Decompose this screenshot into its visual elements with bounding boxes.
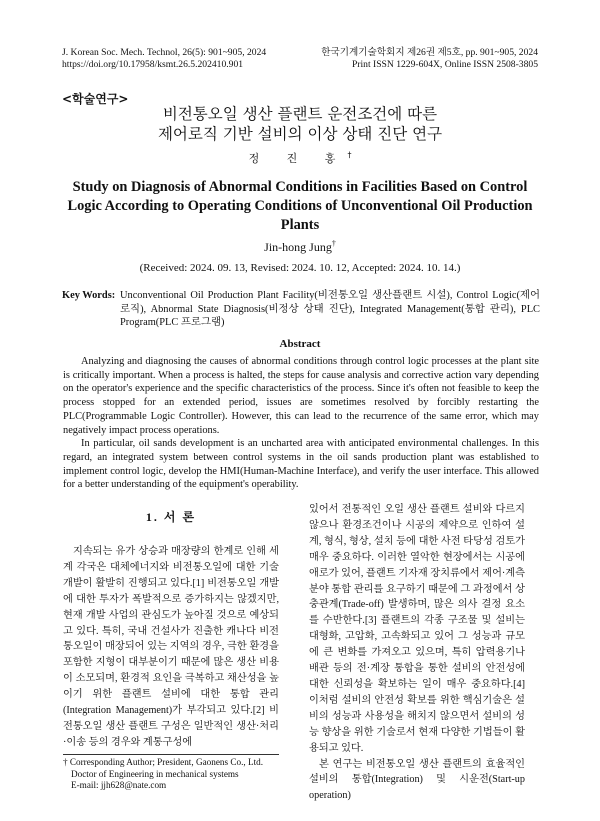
section-tag: <학술연구> bbox=[62, 92, 129, 106]
korean-title-line1: 비전통오일 생산 플랜트 운전조건에 따른 bbox=[162, 105, 438, 123]
korean-author bbox=[0, 150, 600, 166]
korean-title bbox=[0, 104, 600, 144]
footnote-line: † Corresponding Author; President, Gaonens Co., Ltd. bbox=[63, 757, 264, 767]
body-column-left bbox=[63, 544, 279, 751]
footnote-divider bbox=[63, 754, 279, 755]
body-paragraph: 본 연구는 비전통오일 생산 플랜트의 효율적인 설비의 통합(Integration) 및 시운전(Start-up operation) bbox=[309, 758, 525, 802]
corresponding-author-footnote bbox=[63, 757, 283, 792]
english-author-mark: † bbox=[331, 239, 336, 248]
issn-line: Print ISSN 1229-604X, Online ISSN 2508-3805 bbox=[351, 59, 538, 70]
english-author-name: Jin-hong Jung bbox=[264, 240, 332, 254]
doi-link[interactable]: https://doi.org/10.17958/ksmt.26.5.202410.901 bbox=[62, 59, 244, 70]
abstract-paragraph: Analyzing and diagnosing the causes of abnormal conditions through control logic processes at the plant site is critically important. When a process is halted, the steps for cause analysis and corrective action vary depending on the operator's experience and the specific characteristics of the process. Since it's often not feasible to keep the process stopped for an extended period, issues are sometimes resolved by forcibly restarting the PLC(Programmable Logic Controller). However, this can lead to the recurrence of the same error, which may negatively impact process operations. bbox=[63, 356, 539, 436]
footnote-line: Doctor of Engineering in mechanical systems bbox=[71, 768, 239, 779]
keywords-text: Unconventional Oil Production Plant Facility(비전통오일 생산플랜트 시설), Control Logic(제어 로직), Abnormal State Diagnosis(비정상 상태 진단), Integrated Management(통합 관리), PLC Program(PLC 프로그램) bbox=[120, 290, 540, 328]
journal-header-right bbox=[321, 47, 538, 71]
keywords-label: Key Words: bbox=[62, 290, 116, 301]
body-paragraph: 지속되는 유가 상승과 매장량의 한계로 인해 세계 각국은 대체에너지와 비전통오일에 대한 기술 개발이 활발히 진행되고 있다.[1] 비전통오일 개발에 대한 투자가 폭발적으로 증가하지는 않겠지만, 현재 개발 사업의 관심도가 높아질 것으로 예상되고 있다. 특히, 국내 건설사가 진출한 캐나다 비전통오일이 매장되어 있는 지역의 경우, 극한 환경을 포함한 지형이 대부분이기 때문에 많은 생산 비용이 소모되며, 환경적 요인을 극복하고 채산성을 높이기 위한 플랜트 설비에 대한 통합 관리(Integration Management)가 부각되고 있다.[2] 비전통오일 생산 플랜트 구성은 일반적인 생산·처리·이송 등의 경우와 계통구성에 bbox=[63, 546, 279, 748]
english-title: Study on Diagnosis of Abnormal Conditions in Facilities Based on Control Logic According to Operating Conditions of Unconventional Oil Production Plants bbox=[67, 179, 533, 233]
korean-author-name: 정 진 홍 bbox=[248, 152, 348, 165]
abstract-paragraph: In particular, oil sands development is an uncharted area with anticipated environmental challenges. In this regard, an integrated system between control systems in the oil sands production plant was established to implement control logic, develop the HMI(Human-Machine Interface), and verify the user interface. This allowed for a better understanding of the equipment's operability. bbox=[63, 438, 539, 491]
abstract-heading: Abstract bbox=[279, 338, 321, 350]
body-column-right bbox=[309, 502, 525, 804]
journal-header-left bbox=[62, 47, 266, 71]
keywords bbox=[62, 289, 540, 330]
introduction-heading: 1. 서 론 bbox=[145, 510, 197, 524]
journal-citation: J. Korean Soc. Mech. Technol, 26(5): 901~905, 2024 bbox=[62, 47, 267, 58]
abstract-body bbox=[63, 355, 539, 492]
korean-author-mark: † bbox=[347, 150, 352, 160]
korean-title-line2: 제어로직 기반 설비의 이상 상태 진단 연구 bbox=[157, 125, 443, 143]
journal-citation-korean: 한국기계기술학회지 제26권 제5호, pp. 901~905, 2024 bbox=[321, 47, 538, 58]
body-paragraph: 있어서 전통적인 오일 생산 플랜트 설비와 다르지 않으나 환경조건이나 시공의 제약으로 인하여 설계, 형식, 형상, 설치 등에 대한 사전 타당성 검토가 매우 중요하다. 이러한 열악한 현장에서는 시공에 애로가 있어, 플랜트 기자재 장치류에서 제어·계측분야 통합 관리를 요구하기 때문에 그 과정에서 상충관계(Trade-off) 발생하며, 많은 의사 결정 요소를 수반한다.[3] 플랜트의 각종 구조물 및 설비는 대형화, 고압화, 고속화되고 있어 그 성능과 규모에 큰 변화를 가져오고 있으며, 특히 압력용기나 배관 등의 전·계장 통합을 통한 설비의 안전성에 대한 신뢰성을 확보하는 일이 매우 중요하다.[4] 이처럼 설비의 안전성 확보를 위한 핵심기술은 설비의 성능과 사용성을 해치지 않으면서 설비의 성능 향상을 위한 기술로서 현재 다양한 기법들이 활용되고 있다. bbox=[309, 504, 525, 754]
english-author bbox=[0, 239, 600, 255]
received-dates: (Received: 2024. 09. 13, Revised: 2024. 10. 12, Accepted: 2024. 10. 14.) bbox=[139, 262, 461, 274]
footnote-email[interactable]: E-mail: jjh628@nate.com bbox=[71, 780, 167, 790]
